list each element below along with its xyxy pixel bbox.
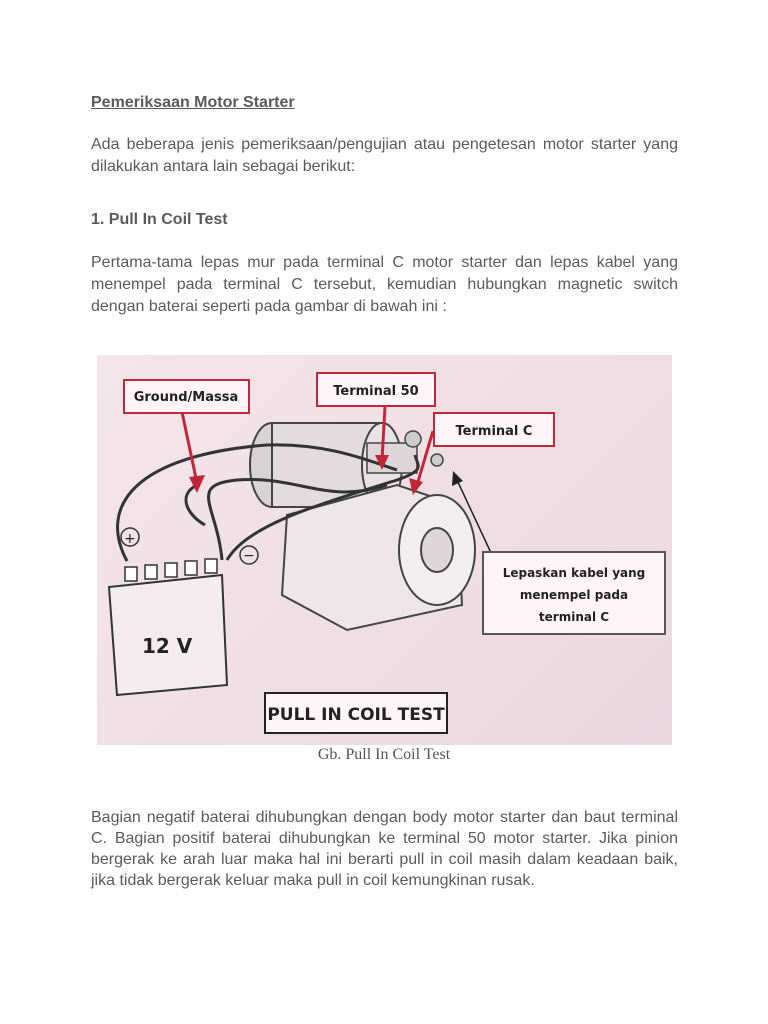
note-line-1: Lepaskan kabel yang <box>502 566 646 580</box>
page-title: Pemeriksaan Motor Starter <box>91 94 295 111</box>
pull-in-coil-diagram <box>97 355 672 745</box>
minus-sign: − <box>243 548 255 564</box>
test-title-text: PULL IN COIL TEST <box>267 705 445 725</box>
ground-label-text: Ground/Massa <box>133 390 239 405</box>
battery-voltage-label: 12 V <box>142 634 193 658</box>
battery <box>109 528 258 695</box>
section-paragraph: Pertama-tama lepas mur pada terminal C motor starter dan lepas kabel yang menempel pada terminal C tersebut, kemudian hubungkan magnetic switch dengan baterai seperti pada gambar di bawah ini : <box>91 254 678 315</box>
plus-sign: + <box>124 531 136 547</box>
figure-caption: Gb. Pull In Coil Test <box>317 746 451 763</box>
terminalc-label-text: Terminal C <box>455 424 533 439</box>
terminal50-label-text: Terminal 50 <box>333 384 419 399</box>
starter-motor <box>250 423 475 630</box>
ground-arrow <box>182 412 205 493</box>
label-terminalc <box>434 413 554 446</box>
test-title-box <box>265 693 447 733</box>
conclusion-paragraph: Bagian negatif baterai dihubungkan dengan body motor starter dan baut terminal C. Bagian positif baterai dihubungkan ke terminal 50 motor starter. Jika pinion bergerak ke arah luar maka hal ini berarti pull in coil masih dalam keadaan baik, jika tidak bergerak keluar maka pull in coil kemungkinan rusak. <box>91 809 678 889</box>
diagram-svg <box>97 355 672 745</box>
note-line-3: terminal C <box>538 610 610 624</box>
label-ground <box>124 380 249 413</box>
note-box <box>483 552 665 634</box>
note-line-2: menempel pada <box>519 588 629 602</box>
label-terminal50 <box>317 373 435 406</box>
section-title: 1. Pull In Coil Test <box>91 211 228 228</box>
intro-paragraph: Ada beberapa jenis pemeriksaan/pengujian atau pengetesan motor starter yang dilakukan antara lain sebagai berikut: <box>91 136 678 175</box>
